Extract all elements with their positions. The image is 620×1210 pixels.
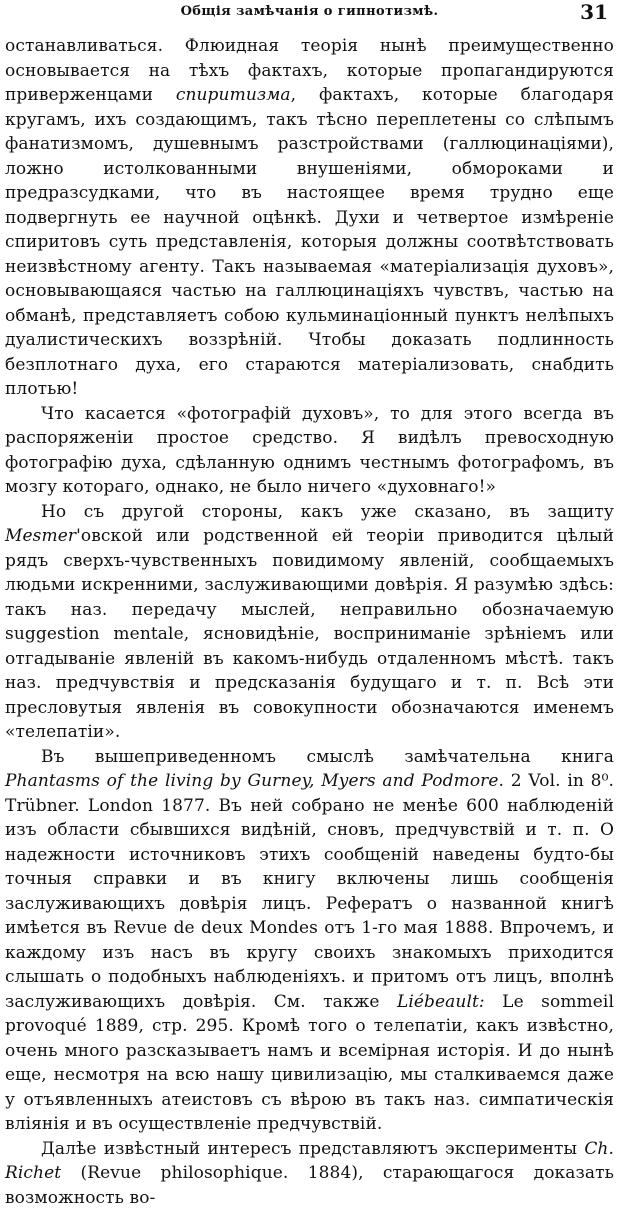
body-text [5,34,614,1210]
text-segment: Le sommeil provoqué 1889, стр. 295. Кромѣ того о телепатіи, какъ извѣстно, очень много разсказываетъ намъ и всемірная исторія. И до нынѣ еще, несмотря на всю нашу цивилизацію, мы сталкиваемся даже у отъявленныхъ атеистовъ съ вѣрою въ такъ наз. симпатическія вліянія и въ осуществленіе предчувствій. [5,992,614,1135]
emphasis-mesmer: Mesmer [5,526,76,546]
page-number: 31 [580,0,608,24]
paragraph-1 [5,34,614,402]
page-header [5,0,614,34]
paragraph-3 [5,500,614,745]
text-segment: . 2 Vol. in 8⁰. Trübner. London 1877. Въ ней собрано не менѣе 600 наблюденій изъ области сбывшихся видѣній, сновъ, предчувствій и т. п. О надежности источниковъ этихъ сообщеній наведены будто-бы точныя справки и въ книгу включены лишь сообщенія заслуживающихъ довѣрія лицъ. Рефератъ о названной книгѣ имѣется въ Revue de deux Mondes отъ 1-го мая 1888. Впрочемъ, и каждому изъ насъ въ кругу своихъ знакомыхъ приходится слышать о подобныхъ наблюденіяхъ. и притомъ отъ лицъ, вполнѣ заслуживающихъ довѣрія. См. также [5,771,614,1012]
paragraph-4 [5,745,614,1137]
emphasis-spiritism: спиритизма [176,85,291,105]
text-segment: (Revue philosophique. 1884), старающагося доказать возможность во- [5,1163,614,1208]
text-segment: Что касается «фотографій духовъ», то для этого всегда въ распоряженіи простое средство. Я видѣлъ превосходную фотографію духа, сдѣланную однимъ честнымъ фотографомъ, въ мозгу котораго, однако, не было ничего «духовнаго!» [5,404,614,498]
paragraph-5 [5,1137,614,1210]
emphasis-liebeault: Liébeault: [397,992,485,1012]
text-segment: останавливаться. Флюидная теорія нынѣ преимущественно основывается на тѣхъ фактахъ, которые пропагандируются приверженцами [5,36,614,105]
paragraph-2 [5,402,614,500]
running-title: Общія замѣчанія о гипнотизмѣ. [5,4,614,19]
emphasis-richet: Ch. Richet [5,1139,614,1184]
text-segment: , фактахъ, которые благодаря кругамъ, ихъ создающимъ, такъ тѣсно переплетены со слѣпымъ фанатизмомъ, душевнымъ разстройствами (галлюцинаціями), ложно истолкованными внушеніями, обмороками и предразсудками, что въ настоящее время трудно еще подвергнуть ее научной оцѣнкѣ. Духи и четвертое измѣреніе спиритовъ суть представленія, которыя должны соотвѣтствовать неизвѣстному агенту. Такъ называемая «матеріализація духовъ», основывающаяся частью на галлюцинаціяхъ чувствъ, частью на обманѣ, представляетъ собою кульминаціонный пунктъ нелѣпыхъ дуалистическихъ воззрѣній. Чтобы доказать подлинность безплотнаго духа, его стараются матеріализовать, снабдить плотью! [5,85,614,399]
text-segment: Но съ другой стороны, какъ уже сказано, въ защиту [41,502,614,522]
emphasis-book-title: Phantasms of the living by Gurney, Myers and Podmore [5,771,499,791]
text-segment: Въ вышеприведенномъ смыслѣ замѣчательна книга [41,747,614,767]
text-segment: 'овской или родственной ей теоріи приводится цѣлый рядъ сверхъ-чувственныхъ повидимому явленій, сообщаемыхъ людьми искренними, заслуживающими довѣрія. Я разумѣю здѣсь: такъ наз. передачу мыслей, неправильно обозначаемую suggestion mentale, ясновидѣніе, восприниманіе зрѣніемъ или отгадываніе явленій въ какомъ-нибудь отдаленномъ мѣстѣ. такъ наз. предчувствія и предсказанія будущаго и т. п. Всѣ эти пресловутыя явленія въ совокупности обозначаются именемъ «телепатіи». [5,526,614,742]
text-segment: Далѣе извѣстный интересъ представляютъ эксперименты [41,1139,584,1159]
